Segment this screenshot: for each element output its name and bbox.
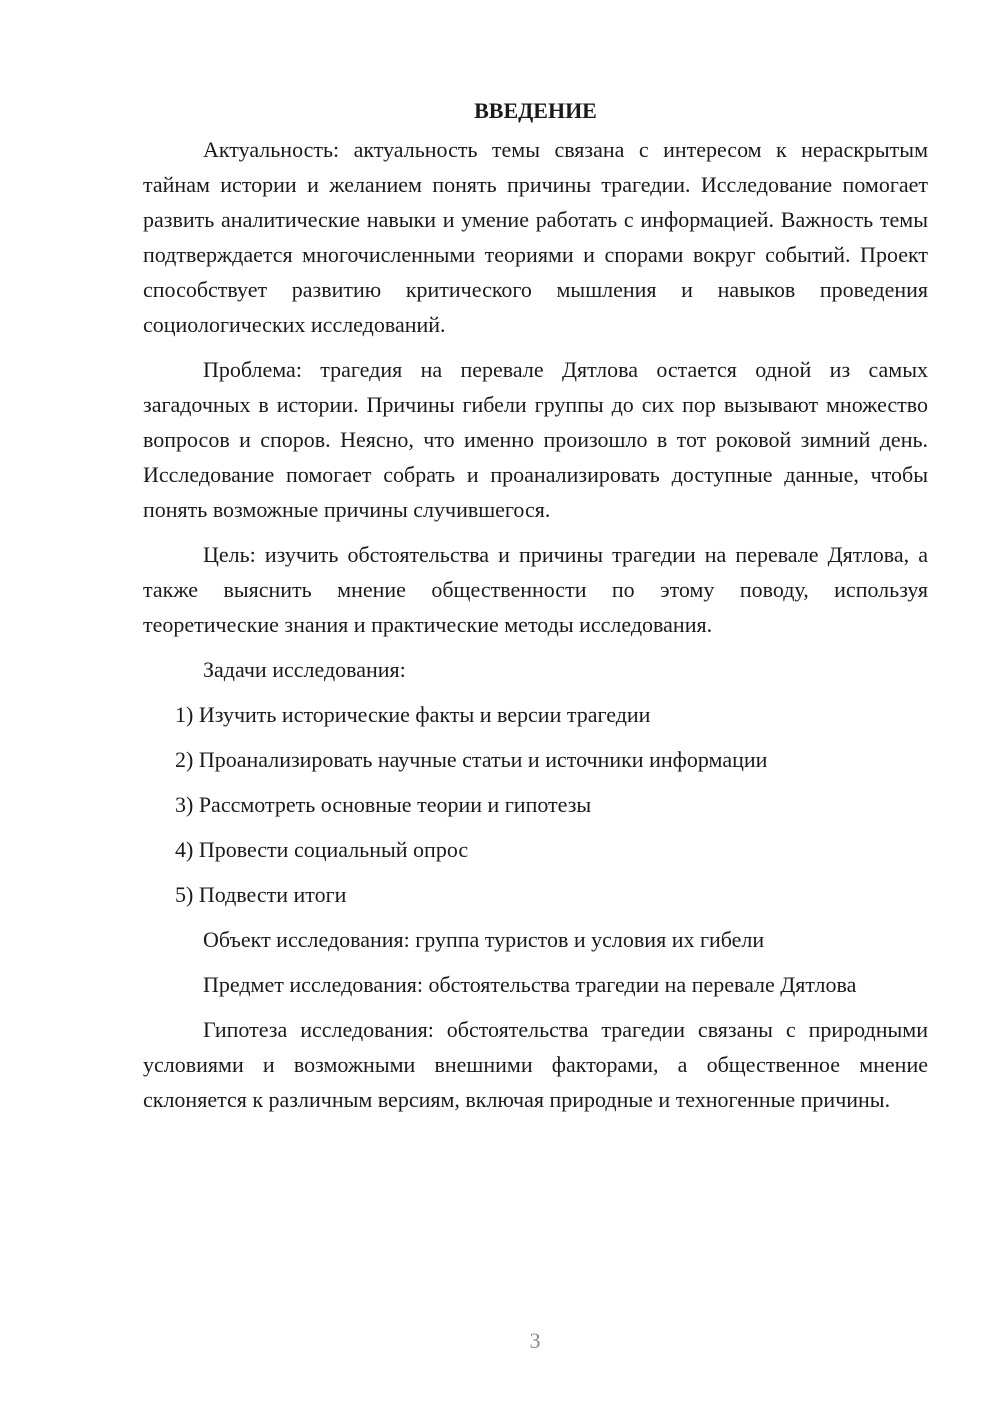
research-hypothesis: Гипотеза исследования: обстоятельства трагедии связаны с природными условиями и возможными внешними факторами, а общественное мнение склоняется к различным версиям, включая природные и техногенные причины. bbox=[143, 1017, 928, 1112]
goal-paragraph: Цель: изучить обстоятельства и причины трагедии на перевале Дятлова, а также выяснить мнение общественности по этому поводу, используя теоретические знания и практические методы исследования. bbox=[143, 542, 928, 637]
task-item: 2) Проанализировать научные статьи и источники информации bbox=[175, 747, 768, 772]
relevance-paragraph: Актуальность: актуальность темы связана с интересом к нераскрытым тайнам истории и желанием понять причины трагедии. Исследование помогает развить аналитические навыки и умение работать с информацией. Важность темы подтверждается многочисленными теориями и спорами вокруг событий. Проект способствует развитию критического мышления и навыков проведения социологических исследований. bbox=[143, 137, 928, 337]
document-page bbox=[143, 92, 928, 1117]
task-item: 1) Изучить исторические факты и версии трагедии bbox=[175, 702, 651, 727]
page-title: ВВЕДЕНИЕ bbox=[474, 98, 597, 123]
task-item: 4) Провести социальный опрос bbox=[175, 837, 469, 862]
task-item: 3) Рассмотреть основные теории и гипотезы bbox=[175, 792, 592, 817]
tasks-heading: Задачи исследования: bbox=[203, 657, 406, 682]
problem-paragraph: Проблема: трагедия на перевале Дятлова остается одной из самых загадочных в истории. Причины гибели группы до сих пор вызывают множество вопросов и споров. Неясно, что именно произошло в тот роковой зимний день. Исследование помогает собрать и проанализировать доступные данные, чтобы понять возможные причины случившегося. bbox=[143, 357, 928, 522]
research-subject: Предмет исследования: обстоятельства трагедии на перевале Дятлова bbox=[203, 972, 857, 997]
research-object: Объект исследования: группа туристов и условия их гибели bbox=[203, 927, 765, 952]
task-item: 5) Подвести итоги bbox=[175, 882, 347, 907]
page-number: 3 bbox=[529, 1328, 541, 1353]
